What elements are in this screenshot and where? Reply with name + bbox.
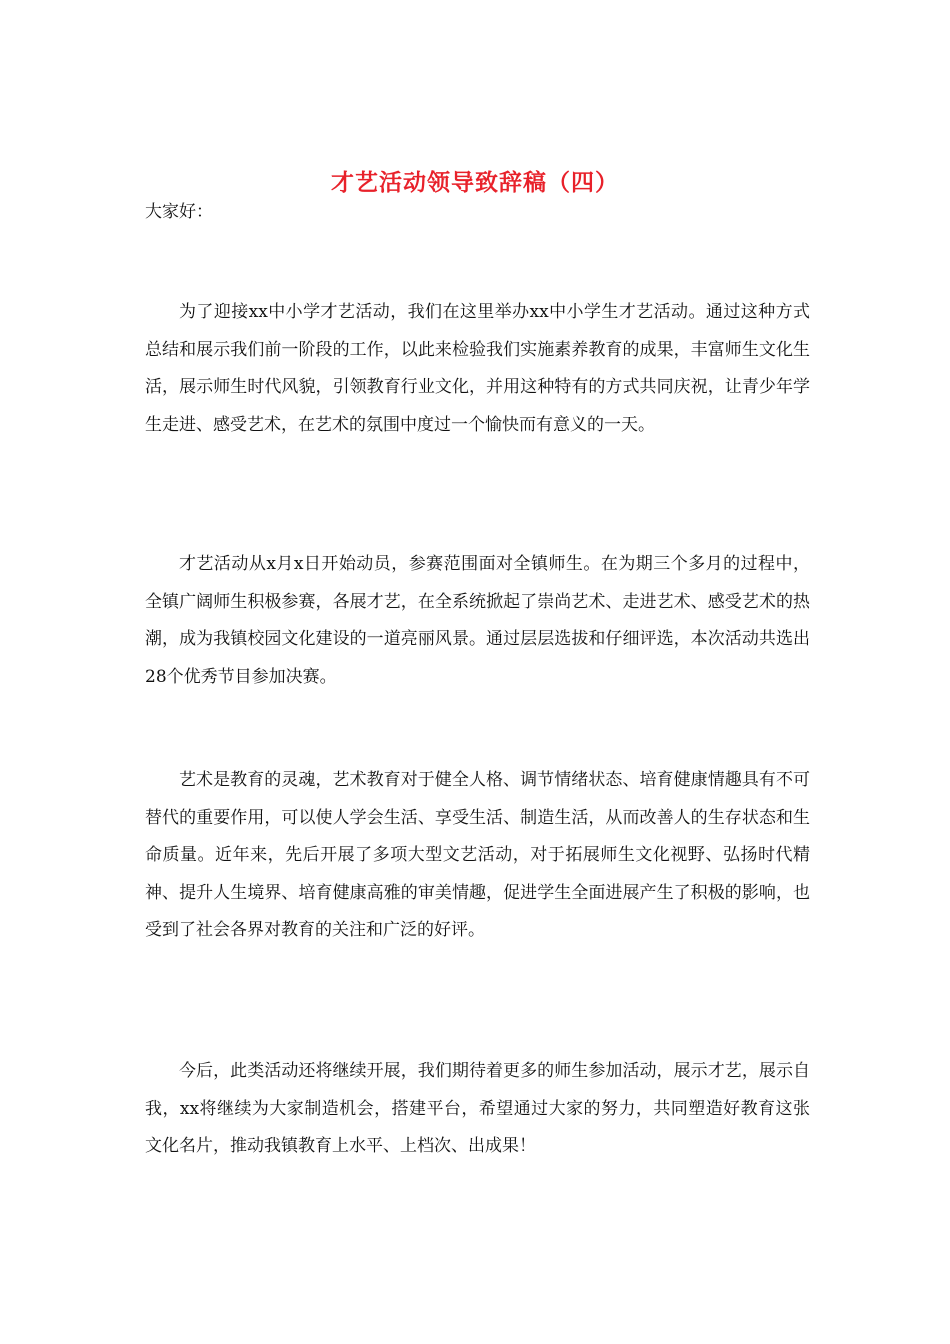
- paragraph-2: 才艺活动从x月x日开始动员，参赛范围面对全镇师生。在为期三个多月的过程中，全镇广阔师生积极参赛，各展才艺，在全系统掀起了崇尚艺术、走进艺术、感受艺术的热潮，成为我镇校园文化建设的一道亮丽风景。通过层层选拔和仔细评选，本次活动共选出28个优秀节目参加决赛。: [145, 554, 810, 687]
- paragraph-3: 艺术是教育的灵魂，艺术教育对于健全人格、调节情绪状态、培育健康情趣具有不可替代的重要作用，可以使人学会生活、享受生活、制造生活，从而改善人的生存状态和生命质量。近年来，先后开展了多项大型文艺活动，对于拓展师生文化视野、弘扬时代精神、提升人生境界、培育健康高雅的审美情趣，促进学生全面进展产生了积极的影响，也受到了社会各界对教育的关注和广泛的好评。: [145, 770, 810, 941]
- paragraph-4: 今后，此类活动还将继续开展，我们期待着更多的师生参加活动，展示才艺，展示自我，xx将继续为大家制造机会，搭建平台，希望通过大家的努力，共同塑造好教育这张文化名片，推动我镇教育上水平、上档次、出成果！: [145, 1061, 810, 1157]
- document-title: 才艺活动领导致辞稿（四）: [331, 169, 619, 197]
- paragraph-1: 为了迎接xx中小学才艺活动，我们在这里举办xx中小学生才艺活动。通过这种方式总结和展示我们前一阶段的工作，以此来检验我们实施素养教育的成果，丰富师生文化生活，展示师生时代风貌，引领教育行业文化，并用这种特有的方式共同庆祝，让青少年学生走进、感受艺术，在艺术的氛围中度过一个愉快而有意义的一天。: [145, 302, 810, 435]
- greeting: 大家好：: [145, 202, 213, 222]
